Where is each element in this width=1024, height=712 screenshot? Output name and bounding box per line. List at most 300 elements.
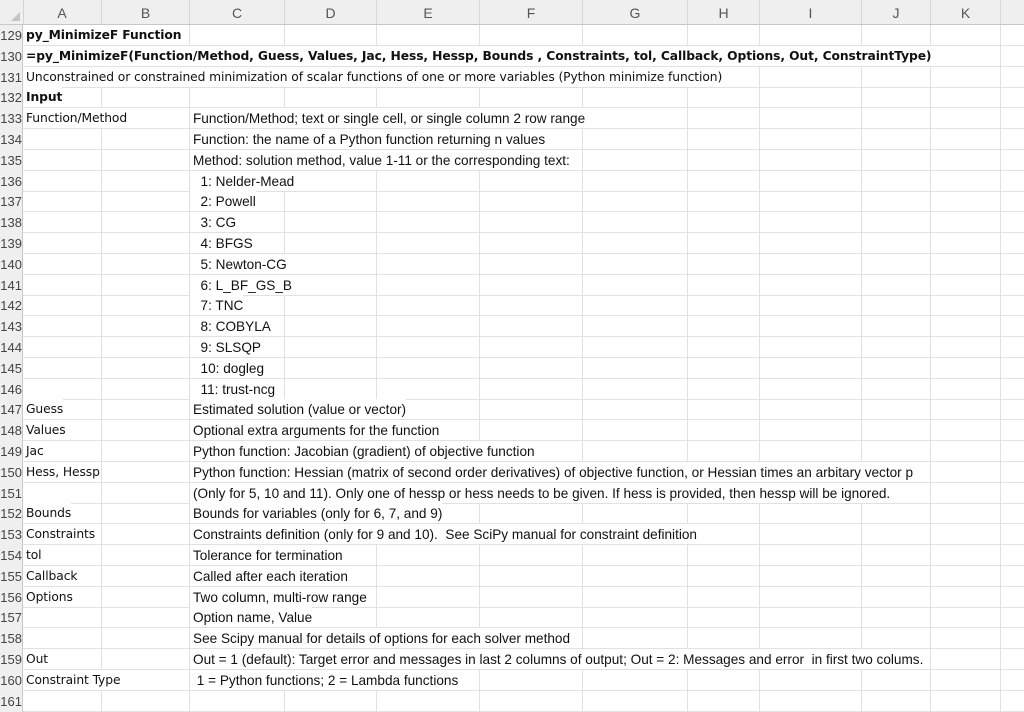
cell-c155[interactable]: Called after each iteration [190, 566, 348, 586]
cell-a148[interactable]: Values [23, 420, 66, 440]
cell-a156[interactable]: Options [23, 587, 73, 607]
gridline [284, 379, 285, 400]
table-row [0, 191, 1024, 212]
gridline [861, 275, 862, 296]
row-number: 137 [0, 194, 22, 210]
gridline [687, 379, 688, 400]
column-header-d[interactable]: D [285, 0, 377, 24]
row-header[interactable] [0, 691, 23, 712]
cell-a159[interactable]: Out [23, 649, 48, 669]
row-number: 131 [0, 69, 22, 85]
gridline [1000, 337, 1001, 358]
select-all-button[interactable] [0, 0, 24, 24]
gridline [101, 171, 102, 192]
gridline [687, 358, 688, 379]
gridline [1000, 379, 1001, 400]
gridline [582, 358, 583, 379]
row-number: 152 [0, 506, 22, 522]
gridline [687, 25, 688, 46]
cell-c142[interactable]: 7: TNC [190, 295, 243, 315]
cell-c134[interactable]: Function: the name of a Python function returning n values [190, 129, 545, 149]
row-number: 135 [0, 152, 22, 168]
gridline [930, 420, 931, 441]
gridline [479, 295, 480, 316]
row-number: 154 [0, 548, 22, 563]
gridline [930, 87, 931, 108]
gridline [479, 503, 480, 524]
gridline [582, 171, 583, 192]
gridline [101, 420, 102, 441]
gridline [861, 233, 862, 254]
gridline [687, 420, 688, 441]
cell-c141[interactable]: 6: L_BF_GS_B [190, 275, 292, 295]
gridline [582, 379, 583, 400]
row-number: 134 [0, 132, 22, 147]
cell-c140[interactable]: 5: Newton-CG [190, 254, 287, 274]
gridline [479, 566, 480, 587]
gridline [189, 25, 190, 46]
cell-a147[interactable]: Guess [23, 399, 63, 419]
gridline [101, 691, 102, 712]
gridline [582, 212, 583, 233]
cell-c160[interactable]: 1 = Python functions; 2 = Lambda functions [190, 670, 458, 690]
gridline [582, 670, 583, 691]
cell-c148[interactable]: Optional extra arguments for the function [190, 420, 439, 440]
table-row [0, 379, 1024, 400]
gridline [284, 316, 285, 337]
column-header-k[interactable]: K [931, 0, 1001, 24]
cell-a154[interactable]: tol [23, 545, 41, 565]
gridline [930, 399, 931, 420]
table-row [0, 337, 1024, 358]
gridline [687, 607, 688, 628]
gridline [861, 670, 862, 691]
cell-a150[interactable]: Hess, Hessp [23, 462, 100, 482]
gridline [1000, 67, 1001, 88]
gridline [101, 295, 102, 316]
gridline [101, 587, 102, 608]
gridline [582, 607, 583, 628]
gridline [687, 441, 688, 462]
gridline [1000, 150, 1001, 171]
gridline [861, 129, 862, 150]
cell-c147[interactable]: Estimated solution (value or vector) [190, 399, 406, 419]
gridline [930, 503, 931, 524]
row-number: 147 [0, 402, 22, 418]
gridline [687, 191, 688, 212]
gridline [759, 566, 760, 587]
gridline [861, 150, 862, 171]
gridline [582, 691, 583, 712]
table-row [0, 25, 1024, 46]
gridline [284, 295, 285, 316]
gridline [759, 108, 760, 129]
cell-c146[interactable]: 11: trust-ncg [190, 379, 275, 399]
gridline [479, 233, 480, 254]
gridline [687, 566, 688, 587]
gridline [759, 337, 760, 358]
gridline [759, 150, 760, 171]
column-header-h[interactable]: H [688, 0, 760, 24]
gridline [861, 67, 862, 88]
cell-a132[interactable]: Input [23, 87, 62, 107]
gridline [930, 108, 931, 129]
column-header-c[interactable]: C [190, 0, 285, 24]
table-row [0, 628, 1024, 649]
gridline [479, 171, 480, 192]
gridline [930, 358, 931, 379]
gridline [759, 254, 760, 275]
table-row [0, 275, 1024, 296]
gridline [759, 503, 760, 524]
gridline [861, 524, 862, 545]
gridline [101, 462, 102, 483]
gridline [1000, 316, 1001, 337]
gridline [101, 379, 102, 400]
gridline [284, 691, 285, 712]
cell-a130[interactable]: =py_MinimizeF(Function/Method, Guess, Values, Jac, Hess, Hessp, Bounds , Constraints, tol, Callback, Options, Out, ConstraintType) [23, 46, 931, 66]
gridline [376, 566, 377, 587]
row-header[interactable] [0, 337, 23, 358]
gridline [479, 275, 480, 296]
row-header[interactable] [0, 545, 23, 566]
cell-a129[interactable]: py_MinimizeF Function [23, 25, 181, 45]
row-header[interactable] [0, 628, 23, 649]
table-row [0, 108, 1024, 129]
gridline [1000, 358, 1001, 379]
table-row [0, 46, 1024, 67]
gridline [376, 587, 377, 608]
cell-c135[interactable]: Method: solution method, value 1-11 or the corresponding text: [190, 150, 570, 170]
gridline [930, 607, 931, 628]
gridline [930, 462, 931, 483]
gridline [582, 503, 583, 524]
row-header[interactable] [0, 191, 23, 212]
gridline [376, 295, 377, 316]
gridline [930, 275, 931, 296]
cell-c145[interactable]: 10: dogleg [190, 358, 264, 378]
gridline [759, 358, 760, 379]
gridline [101, 399, 102, 420]
row-header[interactable] [0, 483, 23, 504]
gridline [687, 212, 688, 233]
gridline [1000, 587, 1001, 608]
gridline [861, 254, 862, 275]
gridline [861, 295, 862, 316]
cell-c153[interactable]: Constraints definition (only for 9 and 10). See SciPy manual for constraint definition [190, 524, 697, 544]
gridline [479, 691, 480, 712]
table-row [0, 607, 1024, 628]
gridline [759, 275, 760, 296]
cell-a133[interactable]: Function/Method [23, 108, 127, 128]
gridline [861, 337, 862, 358]
gridline [101, 483, 102, 504]
table-row [0, 691, 1024, 712]
gridline [687, 628, 688, 649]
table-row [0, 87, 1024, 108]
cell-c137[interactable]: 2: Powell [190, 191, 256, 211]
row-header[interactable] [0, 649, 23, 670]
table-row [0, 316, 1024, 337]
gridline [284, 191, 285, 212]
gridline [687, 691, 688, 712]
table-row [0, 150, 1024, 171]
gridline [759, 87, 760, 108]
row-header[interactable] [0, 670, 23, 691]
gridline [687, 129, 688, 150]
gridline [101, 212, 102, 233]
gridline [582, 150, 583, 171]
row-number: 143 [0, 319, 22, 335]
cell-c158[interactable]: See Scipy manual for details of options for each solver method [190, 628, 570, 648]
gridline [861, 587, 862, 608]
row-number: 139 [0, 236, 22, 251]
row-header[interactable] [0, 358, 23, 379]
row-header[interactable] [0, 607, 23, 628]
table-row [0, 358, 1024, 379]
row-number: 144 [0, 340, 22, 355]
gridline [582, 337, 583, 358]
gridline [284, 25, 285, 46]
gridline [582, 545, 583, 566]
gridline [101, 649, 102, 670]
gridline [479, 212, 480, 233]
gridline [1000, 670, 1001, 691]
gridline [1000, 483, 1001, 504]
gridline [479, 316, 480, 337]
gridline [930, 295, 931, 316]
row-header[interactable] [0, 503, 23, 524]
gridline [1000, 171, 1001, 192]
gridline [1000, 566, 1001, 587]
gridline [1000, 108, 1001, 129]
gridline [376, 337, 377, 358]
table-row [0, 462, 1024, 483]
cell-c138[interactable]: 3: CG [190, 212, 236, 232]
row-header[interactable] [0, 129, 23, 150]
gridline [1000, 233, 1001, 254]
gridline [687, 316, 688, 337]
row-header[interactable] [0, 171, 23, 192]
gridline [687, 275, 688, 296]
gridline [1000, 295, 1001, 316]
cell-c156[interactable]: Two column, multi-row range [190, 587, 367, 607]
gridline [376, 316, 377, 337]
gridline [759, 316, 760, 337]
row-header[interactable] [0, 87, 23, 108]
cell-c143[interactable]: 8: COBYLA [190, 316, 271, 336]
row-header[interactable] [0, 316, 23, 337]
gridline [1000, 691, 1001, 712]
gridline [479, 337, 480, 358]
gridline [1000, 191, 1001, 212]
row-header[interactable] [0, 275, 23, 296]
gridline [930, 566, 931, 587]
column-header-g[interactable]: G [583, 0, 688, 24]
cell-a131[interactable]: Unconstrained or constrained minimization of scalar functions of one or more variables (Python minimize function) [23, 67, 722, 87]
table-row [0, 441, 1024, 462]
row-number: 161 [0, 693, 22, 709]
cell-a153[interactable]: Constraints [23, 524, 95, 544]
gridline [930, 545, 931, 566]
gridline [376, 275, 377, 296]
cell-c159[interactable]: Out = 1 (default): Target error and messages in last 2 columns of output; Out = 2: Messages and error in first two colums. [190, 649, 923, 669]
gridline [1000, 503, 1001, 524]
gridline [861, 545, 862, 566]
gridline [101, 275, 102, 296]
gridline [861, 503, 862, 524]
column-header-a[interactable]: A [23, 0, 102, 24]
gridline [687, 171, 688, 192]
column-header-bar [0, 0, 1024, 25]
row-number: 140 [0, 256, 22, 272]
gridline [759, 191, 760, 212]
cell-c157[interactable]: Option name, Value [190, 607, 312, 627]
cell-a152[interactable]: Bounds [23, 503, 71, 523]
gridline [376, 191, 377, 212]
row-number: 157 [0, 610, 22, 626]
row-header[interactable] [0, 441, 23, 462]
cell-a155[interactable]: Callback [23, 566, 77, 586]
cell-c151[interactable]: (Only for 5, 10 and 11). Only one of hessp or hess needs to be given. If hess is provided, then hessp will be ignored. [190, 483, 890, 503]
row-header[interactable] [0, 420, 23, 441]
gridline [1000, 275, 1001, 296]
row-header[interactable] [0, 295, 23, 316]
table-row [0, 483, 1024, 504]
gridline [101, 628, 102, 649]
cell-c149[interactable]: Python function: Jacobian (gradient) of objective function [190, 441, 535, 461]
gridline [101, 503, 102, 524]
row-header[interactable] [0, 108, 23, 129]
gridline [759, 607, 760, 628]
gridline [101, 191, 102, 212]
row-number: 151 [0, 485, 22, 501]
gridline [687, 399, 688, 420]
gridline [687, 337, 688, 358]
row-header[interactable] [0, 524, 23, 545]
gridline [1000, 441, 1001, 462]
cell-c152[interactable]: Bounds for variables (only for 6, 7, and 9) [190, 503, 442, 523]
row-header[interactable] [0, 462, 23, 483]
row-header[interactable] [0, 254, 23, 275]
column-header-j[interactable]: J [862, 0, 931, 24]
cell-a149[interactable]: Jac [23, 441, 44, 461]
table-row [0, 212, 1024, 233]
row-header[interactable] [0, 67, 23, 88]
cell-c150[interactable]: Python function: Hessian (matrix of second order derivatives) of objective function, or Hessian times an arbitary vector p [190, 462, 913, 482]
table-row [0, 129, 1024, 150]
gridline [284, 233, 285, 254]
row-header[interactable] [0, 25, 23, 46]
gridline [861, 358, 862, 379]
gridline [930, 649, 931, 670]
row-number: 148 [0, 423, 22, 439]
gridline [759, 379, 760, 400]
gridline [687, 587, 688, 608]
gridline [1000, 212, 1001, 233]
gridline [759, 670, 760, 691]
gridline [759, 399, 760, 420]
gridline [759, 171, 760, 192]
gridline [861, 399, 862, 420]
gridline [582, 441, 583, 462]
row-header[interactable] [0, 233, 23, 254]
gridline [759, 441, 760, 462]
gridline [759, 545, 760, 566]
row-number: 136 [0, 173, 22, 189]
gridline [101, 441, 102, 462]
gridline [930, 587, 931, 608]
gridline [930, 316, 931, 337]
row-header[interactable] [0, 566, 23, 587]
gridline [930, 379, 931, 400]
column-header-e[interactable]: E [377, 0, 480, 24]
table-row [0, 649, 1024, 670]
row-number: 149 [0, 444, 22, 459]
row-header[interactable] [0, 379, 23, 400]
row-header[interactable] [0, 46, 23, 67]
row-header[interactable] [0, 587, 23, 608]
cell-a160[interactable]: Constraint Type [23, 670, 120, 690]
gridline [861, 607, 862, 628]
cell-c136[interactable]: 1: Nelder-Mead [190, 171, 294, 191]
gridline [759, 524, 760, 545]
gridline [861, 379, 862, 400]
gridline [759, 212, 760, 233]
gridline [101, 316, 102, 337]
row-number: 141 [0, 277, 22, 293]
cell-c154[interactable]: Tolerance for termination [190, 545, 343, 565]
gridline [1000, 46, 1001, 67]
cell-c133[interactable]: Function/Method; text or single cell, or single column 2 row range [190, 108, 585, 128]
gridline [479, 87, 480, 108]
gridline [479, 379, 480, 400]
gridline [582, 420, 583, 441]
gridline [759, 129, 760, 150]
row-number: 150 [0, 464, 22, 480]
gridline [1000, 399, 1001, 420]
gridline [930, 171, 931, 192]
gridline [930, 25, 931, 46]
table-row [0, 566, 1024, 587]
column-header-f[interactable]: F [480, 0, 583, 24]
gridline [861, 191, 862, 212]
cell-c139[interactable]: 4: BFGS [190, 233, 253, 253]
column-header-i[interactable]: I [760, 0, 862, 24]
gridline [376, 607, 377, 628]
gridline [759, 233, 760, 254]
gridline [687, 108, 688, 129]
gridline [189, 691, 190, 712]
row-header[interactable] [0, 150, 23, 171]
gridline [101, 566, 102, 587]
table-row [0, 503, 1024, 524]
gridline [930, 441, 931, 462]
gridline [1000, 524, 1001, 545]
table-row [0, 545, 1024, 566]
gridline [930, 67, 931, 88]
cell-c144[interactable]: 9: SLSQP [190, 337, 261, 357]
column-header-b[interactable]: B [102, 0, 190, 24]
row-number: 133 [0, 111, 22, 127]
gridline [930, 483, 931, 504]
gridline [284, 87, 285, 108]
row-header[interactable] [0, 212, 23, 233]
gridline [687, 545, 688, 566]
row-header[interactable] [0, 399, 23, 420]
gridline [687, 295, 688, 316]
table-row [0, 67, 1024, 88]
